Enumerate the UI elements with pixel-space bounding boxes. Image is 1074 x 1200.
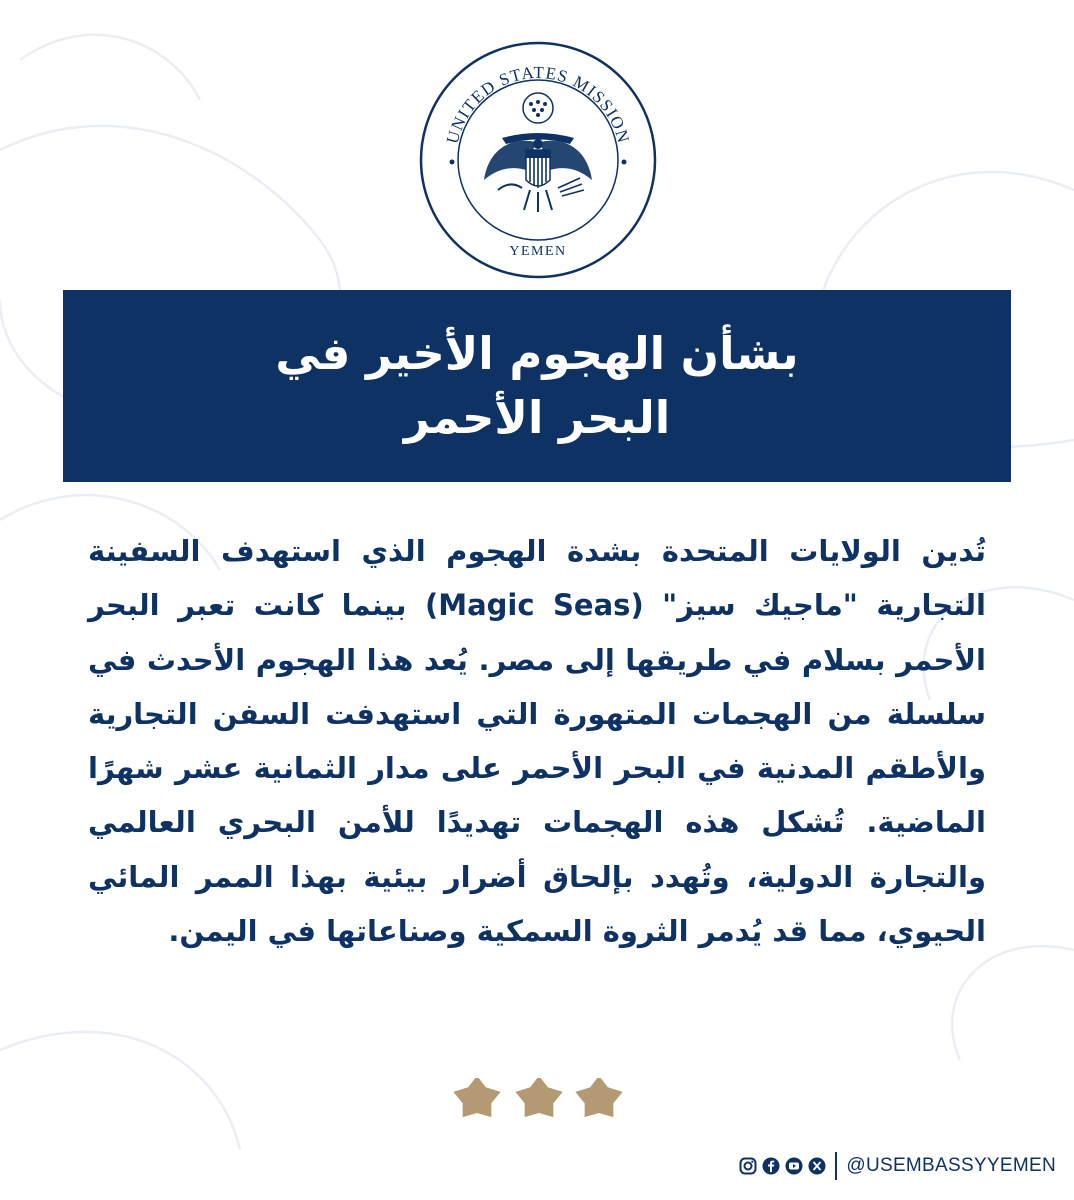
footer-divider — [835, 1152, 837, 1180]
social-handle[interactable]: @USEMBASSYYEMEN — [846, 1155, 1056, 1176]
statement-line: استهدفت السفن التجارية والأطقم المدنية في البحر — [88, 696, 986, 786]
x-icon[interactable] — [808, 1157, 826, 1175]
facebook-icon[interactable] — [762, 1157, 780, 1175]
title-banner — [63, 290, 1011, 482]
statement-line: السفينة التجارية "ماجيك سيز" (Magic Seas) بينما كانت — [88, 534, 986, 623]
star-icon — [515, 1078, 562, 1117]
statement-line: قد يُدمر الثروة السمكية وصناعاتها في اليمن. — [168, 914, 809, 949]
statement-line: وتُهدد بإلحاق أضرار بيئية بهذا الممر المائي الحيوي، مما — [88, 859, 986, 949]
title-line-2: البحر الأحمر — [403, 391, 671, 444]
star-icon — [453, 1078, 500, 1117]
statement-line: الأحمر على مدار الثمانية عشر شهرًا الماضية. تُشكل هذه — [88, 751, 986, 840]
embassy-seal — [418, 40, 658, 280]
instagram-icon[interactable] — [739, 1157, 757, 1175]
statement-body — [88, 524, 986, 958]
statement-line: الهجمات تهديدًا للأمن البحري العالمي والتجارة الدولية، — [88, 805, 986, 894]
stars-ornament — [440, 1078, 640, 1122]
star-icon — [575, 1078, 622, 1117]
social-footer — [739, 1150, 1056, 1182]
statement-line: تُدين الولايات المتحدة بشدة الهجوم الذي استهدف — [221, 534, 986, 568]
title-line-1: بشأن الهجوم الأخير في — [275, 327, 799, 380]
statement-line: الهجوم الأحدث في سلسلة من الهجمات المتهورة التي — [88, 642, 986, 731]
seal-top-text: UNITED STATES MISSION — [442, 62, 634, 146]
statement-line: تعبر البحر الأحمر بسلام في طريقها إلى مصر. يُعد هذا — [88, 588, 986, 677]
seal-bottom-text: YEMEN — [509, 244, 567, 259]
youtube-icon[interactable] — [785, 1157, 803, 1175]
